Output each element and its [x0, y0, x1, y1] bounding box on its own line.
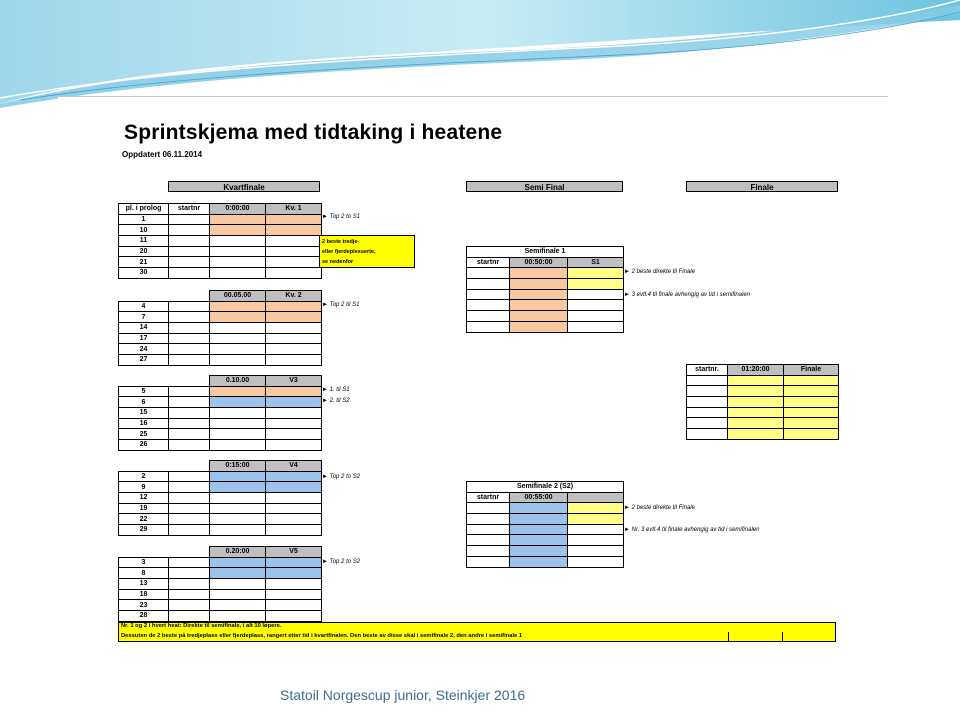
result-cell[interactable] [510, 546, 568, 557]
result-cell[interactable] [266, 312, 322, 323]
place-cell: 10 [119, 225, 169, 236]
heat-table-1 [118, 203, 322, 279]
result-cell[interactable] [210, 236, 266, 247]
result-cell[interactable] [510, 289, 568, 300]
result-cell[interactable] [210, 568, 266, 579]
result-cell[interactable] [266, 246, 322, 257]
result-cell[interactable] [266, 418, 322, 429]
page-title: Sprintskjema med tidtaking i heatene [124, 121, 503, 144]
heat-label: V3 [266, 376, 322, 387]
startnr-cell[interactable] [169, 589, 210, 600]
header-wave-decoration [0, 0, 960, 110]
result-cell[interactable] [266, 482, 322, 493]
heat4-note: ► Top 2 to S2 [322, 474, 361, 480]
result-cell[interactable] [266, 471, 322, 482]
result-cell[interactable] [784, 418, 839, 429]
result-cell[interactable] [728, 418, 784, 429]
result-cell[interactable] [728, 407, 784, 418]
semifinal-header: Semi Final [466, 181, 623, 192]
result-cell[interactable] [210, 408, 266, 419]
result-cell[interactable] [728, 375, 784, 386]
result-cell[interactable] [266, 355, 322, 366]
result-cell[interactable] [266, 600, 322, 611]
finale-start-time: 01:20:00 [728, 365, 784, 376]
startnr-cell[interactable] [169, 525, 210, 536]
result-cell[interactable] [210, 257, 266, 268]
result-cell[interactable] [210, 344, 266, 355]
rules-note-line2: Dessuten de 2 beste på tredjeplass eller fjerdeplass, rangert etter tid i kvartfinalen. Den beste av disse skal i semifinale 2, den andre i semifinale 1 [121, 633, 523, 639]
startnr-column-header: startnr [467, 257, 510, 268]
updated-date: Oppdatert 06.11.2014 [122, 150, 203, 159]
startnr-cell[interactable] [169, 301, 210, 312]
result-cell[interactable] [266, 214, 322, 225]
result-cell[interactable] [266, 323, 322, 334]
place-cell: 6 [119, 397, 169, 408]
startnr-cell[interactable] [169, 493, 210, 504]
result-cell[interactable] [784, 375, 839, 386]
semi1-note-1: ► 2 beste direkte til Finale [624, 269, 695, 275]
place-cell: 26 [119, 440, 169, 451]
result-cell[interactable] [210, 440, 266, 451]
result-cell[interactable] [210, 214, 266, 225]
semi1-note-2: ► 3 evtl.4 til finale avhengig av tid i semifinalen [624, 292, 751, 298]
result-cell[interactable] [266, 557, 322, 568]
startnr-cell[interactable] [169, 257, 210, 268]
startnr-cell[interactable] [169, 418, 210, 429]
place-cell: 3 [119, 557, 169, 568]
result-cell[interactable] [210, 525, 266, 536]
startnr-cell[interactable] [169, 471, 210, 482]
semi2-label [568, 492, 624, 503]
result-cell[interactable] [210, 600, 266, 611]
result-cell[interactable] [266, 397, 322, 408]
result-cell[interactable] [210, 323, 266, 334]
result-cell[interactable] [266, 301, 322, 312]
startnr-column-header: startnr [467, 492, 510, 503]
heat-start-time: 0.10.00 [210, 376, 266, 387]
result-cell[interactable] [210, 301, 266, 312]
result-cell[interactable] [568, 300, 624, 311]
heat-start-time: 0:15:00 [210, 461, 266, 472]
startnr-cell[interactable] [169, 482, 210, 493]
result-cell[interactable] [510, 535, 568, 546]
startnr-cell[interactable] [687, 386, 728, 397]
result-cell[interactable] [266, 525, 322, 536]
finale-header: Finale [686, 181, 838, 192]
result-cell[interactable] [210, 589, 266, 600]
startnr-cell[interactable] [467, 535, 510, 546]
finale-table [686, 364, 839, 440]
startnr-cell[interactable] [467, 503, 510, 514]
place-cell: 14 [119, 323, 169, 334]
place-cell: 27 [119, 355, 169, 366]
place-cell: 8 [119, 568, 169, 579]
place-cell: 24 [119, 344, 169, 355]
heat-start-time: 0:00:00 [210, 204, 266, 215]
finale-label: Finale [784, 365, 839, 376]
semi1-label: S1 [568, 257, 624, 268]
heat-table-4 [118, 460, 322, 536]
place-cell: 17 [119, 333, 169, 344]
semi2-note-2: ► Nr. 3 evtl.4 til finale avhengig av tid i semifinalen [624, 527, 760, 533]
heat-table-2 [118, 290, 322, 366]
result-cell[interactable] [266, 268, 322, 279]
rules-note-line1: Nr. 1 og 2 i hvert heat: Direkte til semifinale, i alt 10 løpere. [121, 623, 282, 629]
third-place-note-line1: 2 beste tredje- [322, 239, 360, 245]
startnr-cell[interactable] [467, 556, 510, 567]
result-cell[interactable] [210, 611, 266, 622]
semifinale2-table [466, 481, 624, 568]
result-cell[interactable] [266, 257, 322, 268]
startnr-cell[interactable] [169, 225, 210, 236]
place-cell: 9 [119, 482, 169, 493]
result-cell[interactable] [210, 493, 266, 504]
result-cell[interactable] [266, 568, 322, 579]
kvartfinale-header: Kvartfinale [168, 181, 320, 192]
place-column-header: pl. i prolog [119, 204, 169, 215]
result-cell[interactable] [728, 429, 784, 440]
startnr-cell[interactable] [687, 429, 728, 440]
result-cell[interactable] [568, 524, 624, 535]
result-cell[interactable] [784, 386, 839, 397]
result-cell[interactable] [266, 333, 322, 344]
startnr-cell[interactable] [169, 344, 210, 355]
third-place-note-box [319, 235, 415, 268]
startnr-cell[interactable] [169, 600, 210, 611]
startnr-cell[interactable] [169, 333, 210, 344]
result-cell[interactable] [210, 312, 266, 323]
result-cell[interactable] [210, 386, 266, 397]
place-cell: 19 [119, 503, 169, 514]
startnr-cell[interactable] [169, 429, 210, 440]
result-cell[interactable] [210, 557, 266, 568]
result-cell[interactable] [266, 408, 322, 419]
place-cell: 28 [119, 611, 169, 622]
result-cell[interactable] [210, 418, 266, 429]
result-cell[interactable] [568, 289, 624, 300]
startnr-cell[interactable] [687, 407, 728, 418]
result-cell[interactable] [266, 386, 322, 397]
place-cell: 16 [119, 418, 169, 429]
startnr-cell[interactable] [169, 312, 210, 323]
startnr-cell[interactable] [169, 503, 210, 514]
heat-start-time: 0.20:00 [210, 547, 266, 558]
startnr-cell[interactable] [169, 568, 210, 579]
heat-table-3 [118, 375, 322, 451]
result-cell[interactable] [510, 514, 568, 525]
result-cell[interactable] [784, 397, 839, 408]
heat-start-time: 00.05.00 [210, 291, 266, 302]
startnr-cell[interactable] [169, 355, 210, 366]
startnr-cell[interactable] [687, 397, 728, 408]
place-cell: 5 [119, 386, 169, 397]
startnr-cell[interactable] [169, 323, 210, 334]
result-cell[interactable] [210, 246, 266, 257]
startnr-cell[interactable] [169, 246, 210, 257]
result-cell[interactable] [510, 503, 568, 514]
result-cell[interactable] [210, 579, 266, 590]
semifinale1-table [466, 246, 624, 333]
result-cell[interactable] [510, 556, 568, 567]
result-cell[interactable] [510, 300, 568, 311]
result-cell[interactable] [510, 311, 568, 322]
result-cell[interactable] [510, 321, 568, 332]
result-cell[interactable] [266, 344, 322, 355]
result-cell[interactable] [266, 503, 322, 514]
result-cell[interactable] [266, 225, 322, 236]
result-cell[interactable] [210, 268, 266, 279]
startnr-cell[interactable] [467, 300, 510, 311]
semifinale1-title: Semifinale 1 [467, 247, 624, 258]
result-cell[interactable] [568, 514, 624, 525]
startnr-cell[interactable] [467, 289, 510, 300]
result-cell[interactable] [510, 279, 568, 290]
startnr-cell[interactable] [467, 321, 510, 332]
place-cell: 2 [119, 471, 169, 482]
result-cell[interactable] [510, 268, 568, 279]
startnr-cell[interactable] [169, 514, 210, 525]
result-cell[interactable] [210, 482, 266, 493]
third-place-note-line3: se nedenfor [322, 259, 354, 265]
result-cell[interactable] [210, 333, 266, 344]
startnr-cell[interactable] [467, 268, 510, 279]
startnr-cell[interactable] [467, 524, 510, 535]
heat3-note-2: ► 2. til S2 [322, 398, 350, 404]
result-cell[interactable] [728, 386, 784, 397]
place-cell: 12 [119, 493, 169, 504]
startnr-cell[interactable] [169, 440, 210, 451]
place-cell: 15 [119, 408, 169, 419]
semi2-start-time: 00:55:00 [510, 492, 568, 503]
place-cell: 13 [119, 579, 169, 590]
startnr-cell[interactable] [169, 611, 210, 622]
footer-text: Statoil Norgescup junior, Steinkjer 2016 [280, 687, 526, 703]
startnr-cell[interactable] [169, 268, 210, 279]
startnr-column-header: startnr. [687, 365, 728, 376]
place-cell: 4 [119, 301, 169, 312]
heat-label: Kv. 1 [266, 204, 322, 215]
place-cell: 18 [119, 589, 169, 600]
result-cell[interactable] [210, 471, 266, 482]
result-cell[interactable] [568, 556, 624, 567]
result-cell[interactable] [784, 429, 839, 440]
place-cell: 29 [119, 525, 169, 536]
place-cell: 7 [119, 312, 169, 323]
startnr-cell[interactable] [169, 214, 210, 225]
startnr-cell[interactable] [467, 279, 510, 290]
heat-table-5 [118, 546, 322, 622]
place-cell: 25 [119, 429, 169, 440]
place-cell: 1 [119, 214, 169, 225]
result-cell[interactable] [210, 397, 266, 408]
result-cell[interactable] [568, 279, 624, 290]
result-cell[interactable] [266, 493, 322, 504]
result-cell[interactable] [266, 429, 322, 440]
startnr-cell[interactable] [467, 546, 510, 557]
place-cell: 20 [119, 246, 169, 257]
result-cell[interactable] [568, 311, 624, 322]
result-cell[interactable] [728, 397, 784, 408]
startnr-cell[interactable] [169, 579, 210, 590]
result-cell[interactable] [266, 611, 322, 622]
startnr-cell[interactable] [169, 236, 210, 247]
result-cell[interactable] [568, 321, 624, 332]
third-place-note-line2: eller fjerdeplesserte, [322, 249, 376, 255]
place-cell: 23 [119, 600, 169, 611]
heat2-note: ► Top 2 til S1 [322, 302, 360, 308]
semi2-note-1: ► 2 beste direkte til Finale [624, 505, 695, 511]
startnr-cell[interactable] [169, 386, 210, 397]
result-cell[interactable] [266, 579, 322, 590]
heat5-note: ► Top 2 to S2 [322, 559, 361, 565]
heat1-note: ► Top 2 to S1 [322, 214, 361, 220]
startnr-cell[interactable] [687, 375, 728, 386]
rules-note-bar [118, 622, 836, 642]
semi1-start-time: 00:50:00 [510, 257, 568, 268]
result-cell[interactable] [784, 407, 839, 418]
result-cell[interactable] [266, 440, 322, 451]
heat-label: V5 [266, 547, 322, 558]
startnr-cell[interactable] [687, 418, 728, 429]
result-cell[interactable] [266, 514, 322, 525]
result-cell[interactable] [568, 268, 624, 279]
semifinale2-title: Semifinale 2 (S2) [467, 482, 624, 493]
place-cell: 22 [119, 514, 169, 525]
result-cell[interactable] [210, 503, 266, 514]
result-cell[interactable] [210, 225, 266, 236]
startnr-cell[interactable] [169, 397, 210, 408]
result-cell[interactable] [568, 535, 624, 546]
startnr-cell[interactable] [467, 311, 510, 322]
startnr-column-header: startnr [169, 204, 210, 215]
heat-label: V4 [266, 461, 322, 472]
place-cell: 21 [119, 257, 169, 268]
result-cell[interactable] [510, 524, 568, 535]
startnr-cell[interactable] [169, 557, 210, 568]
result-cell[interactable] [210, 514, 266, 525]
startnr-cell[interactable] [169, 408, 210, 419]
result-cell[interactable] [266, 589, 322, 600]
result-cell[interactable] [210, 429, 266, 440]
result-cell[interactable] [266, 236, 322, 247]
result-cell[interactable] [568, 503, 624, 514]
heat-label: Kv. 2 [266, 291, 322, 302]
result-cell[interactable] [568, 546, 624, 557]
place-cell: 11 [119, 236, 169, 247]
startnr-cell[interactable] [467, 514, 510, 525]
place-cell: 30 [119, 268, 169, 279]
heat3-note-1: ► 1. til S1 [322, 387, 350, 393]
result-cell[interactable] [210, 355, 266, 366]
